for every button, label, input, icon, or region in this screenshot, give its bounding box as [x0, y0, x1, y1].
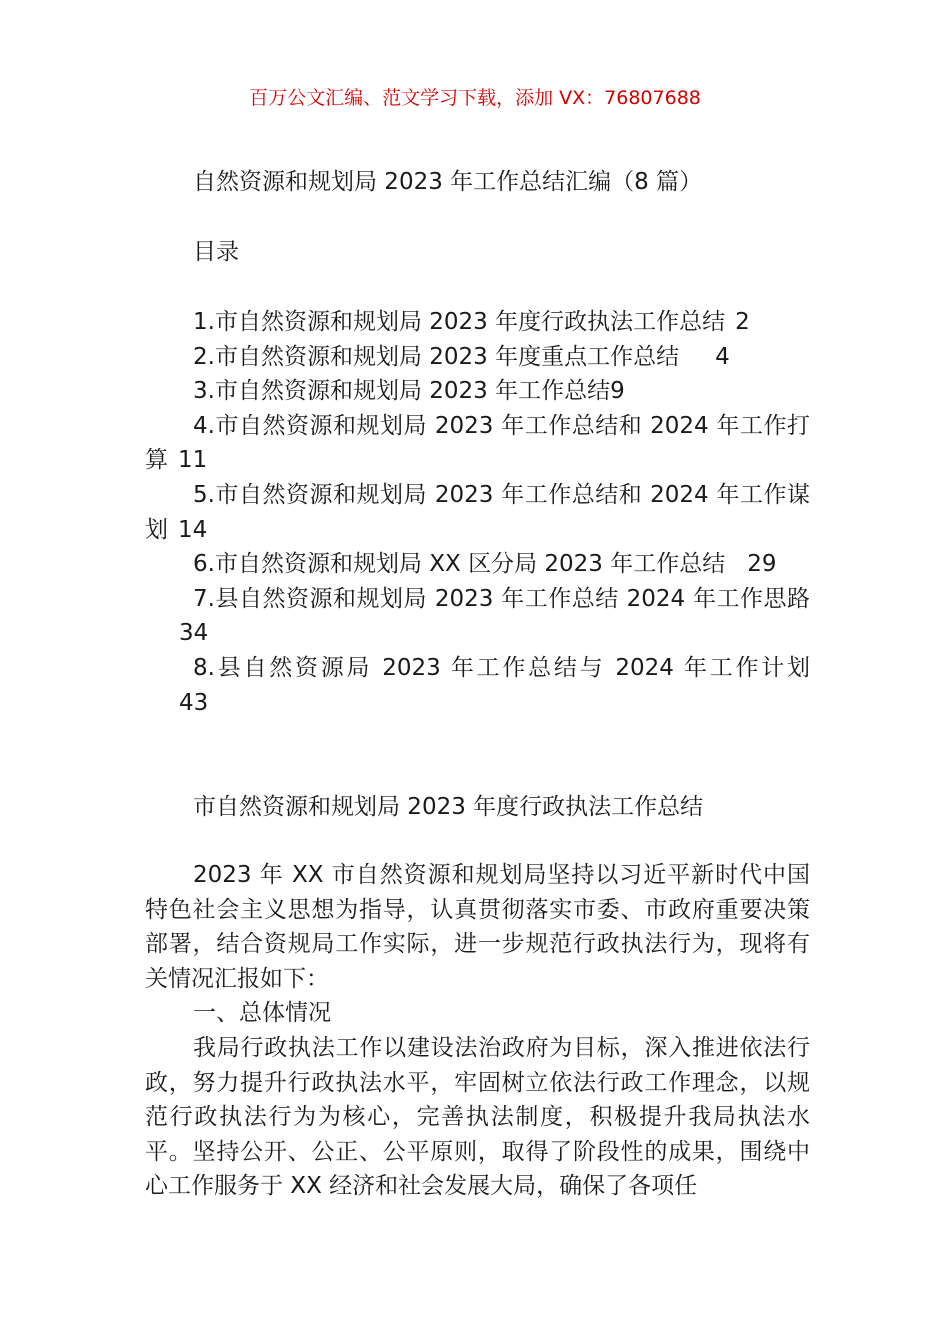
- toc-item-label: 3.市自然资源和规划局 2023 年工作总结: [193, 378, 611, 405]
- toc-item-page: 34: [179, 620, 209, 647]
- toc-item-page: 29: [747, 551, 777, 578]
- paragraph: 2023 年 XX 市自然资源和规划局坚持以习近平新时代中国特色社会主义思想为指导，认真贯彻落实市委、市政府重要决策部署，结合资规局工作实际，进一步规范行政执法行为，现将有关情况汇报如下：: [145, 862, 810, 992]
- toc-item-page: 2: [735, 309, 750, 335]
- toc-item-label: 8.县自然资源局 2023 年工作总结与 2024 年工作计划: [193, 654, 810, 681]
- toc-item-label: 1.市自然资源和规划局 2023 年度行政执法工作总结: [193, 309, 726, 335]
- document-title: 自然资源和规划局 2023 年工作总结汇编（8 篇）: [193, 169, 703, 195]
- toc-item[interactable]: [145, 305, 810, 340]
- toc-item[interactable]: [145, 547, 810, 582]
- toc-item-page: 43: [179, 689, 209, 716]
- promo-banner: 百万公文汇编、范文学习下载，添加 VX：76807688: [249, 87, 701, 109]
- toc-item-page: 4: [715, 343, 730, 370]
- toc-item-page: 11: [178, 447, 208, 474]
- toc-item[interactable]: [145, 582, 810, 651]
- table-of-contents: [145, 305, 810, 720]
- toc-item-label: 2.市自然资源和规划局 2023 年度重点工作总结: [193, 343, 680, 370]
- paragraph: 我局行政执法工作以建设法治政府为目标，深入推进依法行政，努力提升行政执法水平，牢固树立依法行政工作理念，以规范行政执法行为为核心，完善执法制度，积极提升我局执法水平。坚持公开、公正、公平原则，取得了阶段性的成果，围绕中心工作服务于 XX 经济和社会发展大局，确保了各项任: [145, 1034, 810, 1200]
- section-title: 市自然资源和规划局 2023 年度行政执法工作总结: [193, 794, 704, 820]
- toc-heading: 目录: [193, 239, 239, 265]
- toc-item-label: 6.市自然资源和规划局 XX 区分局 2023 年工作总结: [193, 551, 726, 578]
- toc-item-page: 14: [178, 516, 208, 543]
- toc-item[interactable]: [145, 651, 810, 720]
- section-heading: 一、总体情况: [193, 1000, 331, 1027]
- toc-item[interactable]: [145, 374, 810, 409]
- toc-item[interactable]: [145, 409, 810, 478]
- toc-item-page: 9: [610, 378, 625, 405]
- body-text: [145, 858, 810, 1204]
- toc-item[interactable]: [145, 340, 810, 375]
- toc-item-label: 4.市自然资源和规划局 2023 年工作总结和 2024 年工作打算: [145, 412, 810, 474]
- toc-item-label: 7.县自然资源和规划局 2023 年工作总结 2024 年工作思路: [193, 585, 810, 612]
- toc-item-label: 5.市自然资源和规划局 2023 年工作总结和 2024 年工作谋划: [145, 481, 810, 543]
- toc-item[interactable]: [145, 478, 810, 547]
